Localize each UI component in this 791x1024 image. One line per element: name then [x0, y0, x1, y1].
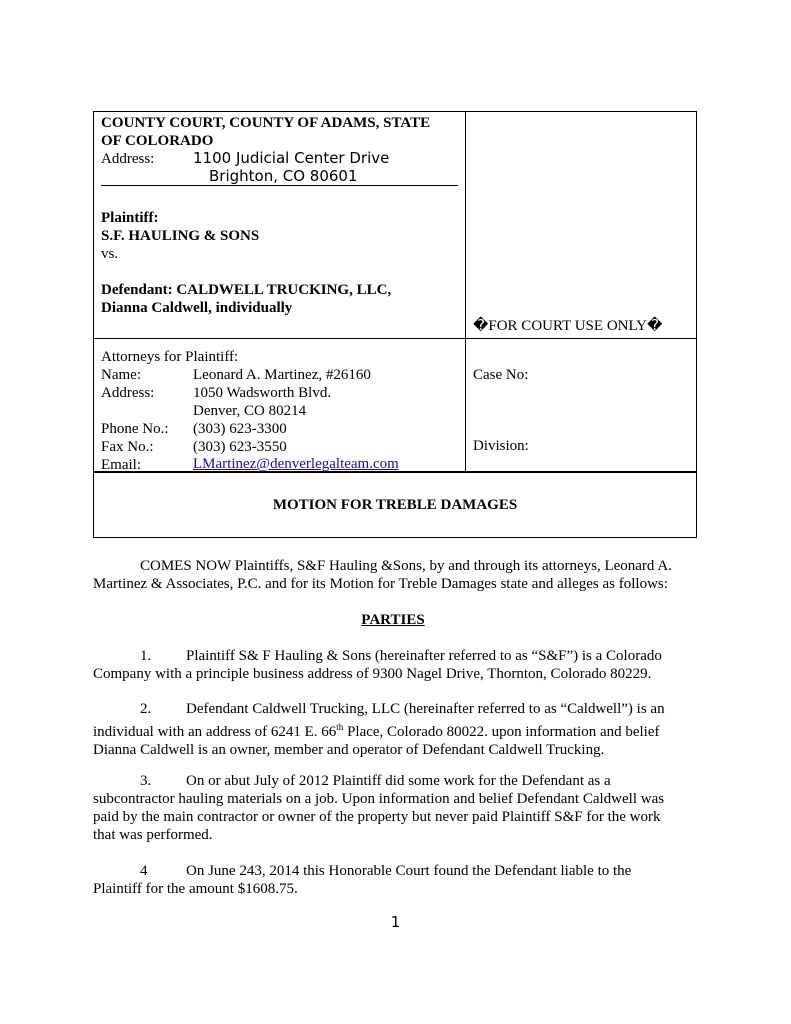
- phone-label: Phone No.:: [101, 421, 169, 437]
- paragraph-1-line2: Company with a principle business address of 9300 Nagel Drive, Thornton, Colorado 80229.: [93, 666, 652, 682]
- attorney-name: Leonard A. Martinez, #26160: [193, 367, 371, 383]
- court-address-line2: Brighton, CO 80601: [209, 167, 358, 185]
- paragraph-1-number: 1.: [140, 648, 152, 664]
- email-link[interactable]: LMartinez@denverlegalteam.com: [193, 456, 399, 472]
- plaintiff-label: Plaintiff:: [101, 210, 159, 226]
- defendant-line1: Defendant: CALDWELL TRUCKING, LLC,: [101, 282, 392, 298]
- motion-title: MOTION FOR TREBLE DAMAGES: [272, 497, 518, 513]
- court-address-line1: 1100 Judicial Center Drive: [193, 149, 390, 167]
- paragraph-2-number: 2.: [140, 701, 152, 717]
- paragraph-3-line2: subcontractor hauling materials on a job. Upon information and belief Defendant Caldwell was: [93, 791, 665, 807]
- division-label: Division:: [473, 438, 529, 454]
- court-name-line1: COUNTY COURT, COUNTY OF ADAMS, STATE: [101, 115, 431, 131]
- intro-line2: Martinez & Associates, P.C. and for its Motion for Treble Damages state and alleges as follows:: [93, 576, 668, 592]
- court-address-label: Address:: [101, 151, 155, 167]
- attorneys-label: Attorneys for Plaintiff:: [101, 349, 239, 365]
- paragraph-3-number: 3.: [140, 773, 152, 789]
- paragraph-2-line3: Dianna Caldwell is an owner, member and operator of Defendant Caldwell Trucking.: [93, 742, 605, 758]
- paragraph-1: [93, 647, 693, 683]
- paragraph-3-line4: that was performed.: [93, 827, 213, 843]
- paragraph-2-line1: Defendant Caldwell Trucking, LLC (hereinafter referred to as “Caldwell”) is an: [186, 701, 665, 717]
- paragraph-3-line1: On or abut July of 2012 Plaintiff did some work for the Defendant as a: [186, 773, 611, 789]
- parties-heading: PARTIES: [361, 612, 425, 628]
- paragraph-4-line1: On June 243, 2014 this Honorable Court found the Defendant liable to the: [186, 863, 632, 879]
- fax-value: (303) 623-3550: [193, 439, 287, 455]
- paragraph-4: [93, 862, 693, 898]
- paragraph-2-line2b: Place, Colorado 80022. upon information and belief: [343, 724, 660, 740]
- court-use-only: �FOR COURT USE ONLY�: [473, 318, 663, 334]
- caption-divider-parties: [94, 338, 696, 339]
- defendant-line2: Dianna Caldwell, individually: [101, 300, 293, 316]
- fax-label: Fax No.:: [101, 439, 154, 455]
- attorney-address-line2: Denver, CO 80214: [193, 403, 307, 419]
- phone-value: (303) 623-3300: [193, 421, 287, 437]
- case-number-label: Case No:: [473, 367, 529, 383]
- versus-text: vs.: [101, 246, 119, 262]
- paragraph-3-line3: paid by the main contractor or owner of the property but never paid Plaintiff S&F for the work: [93, 809, 661, 825]
- paragraph-2-superscript: th: [336, 722, 344, 732]
- paragraph-3: [93, 772, 693, 844]
- paragraph-1-line1: Plaintiff S& F Hauling & Sons (hereinafter referred to as “S&F”) is a Colorado: [186, 648, 662, 664]
- court-name-line2: OF COLORADO: [101, 133, 214, 149]
- attorney-address-label: Address:: [101, 385, 155, 401]
- email-label: Email:: [101, 457, 141, 473]
- court-address-underline: [101, 185, 458, 186]
- intro-line1: COMES NOW Plaintiffs, S&F Hauling &Sons, by and through its attorneys, Leonard A.: [140, 558, 672, 574]
- paragraph-2-line2a: individual with an address of 6241 E. 66: [93, 724, 337, 740]
- intro-paragraph: [93, 557, 693, 593]
- caption-box: [93, 111, 697, 538]
- plaintiff-name: S.F. HAULING & SONS: [101, 228, 260, 244]
- paragraph-4-line2: Plaintiff for the amount $1608.75.: [93, 881, 298, 897]
- paragraph-4-number: 4: [140, 863, 148, 879]
- paragraph-2: [93, 700, 693, 759]
- attorney-name-label: Name:: [101, 367, 141, 383]
- attorney-address-line1: 1050 Wadsworth Blvd.: [193, 385, 332, 401]
- caption-vertical-divider: [465, 112, 466, 472]
- page-number: 1: [390, 913, 401, 931]
